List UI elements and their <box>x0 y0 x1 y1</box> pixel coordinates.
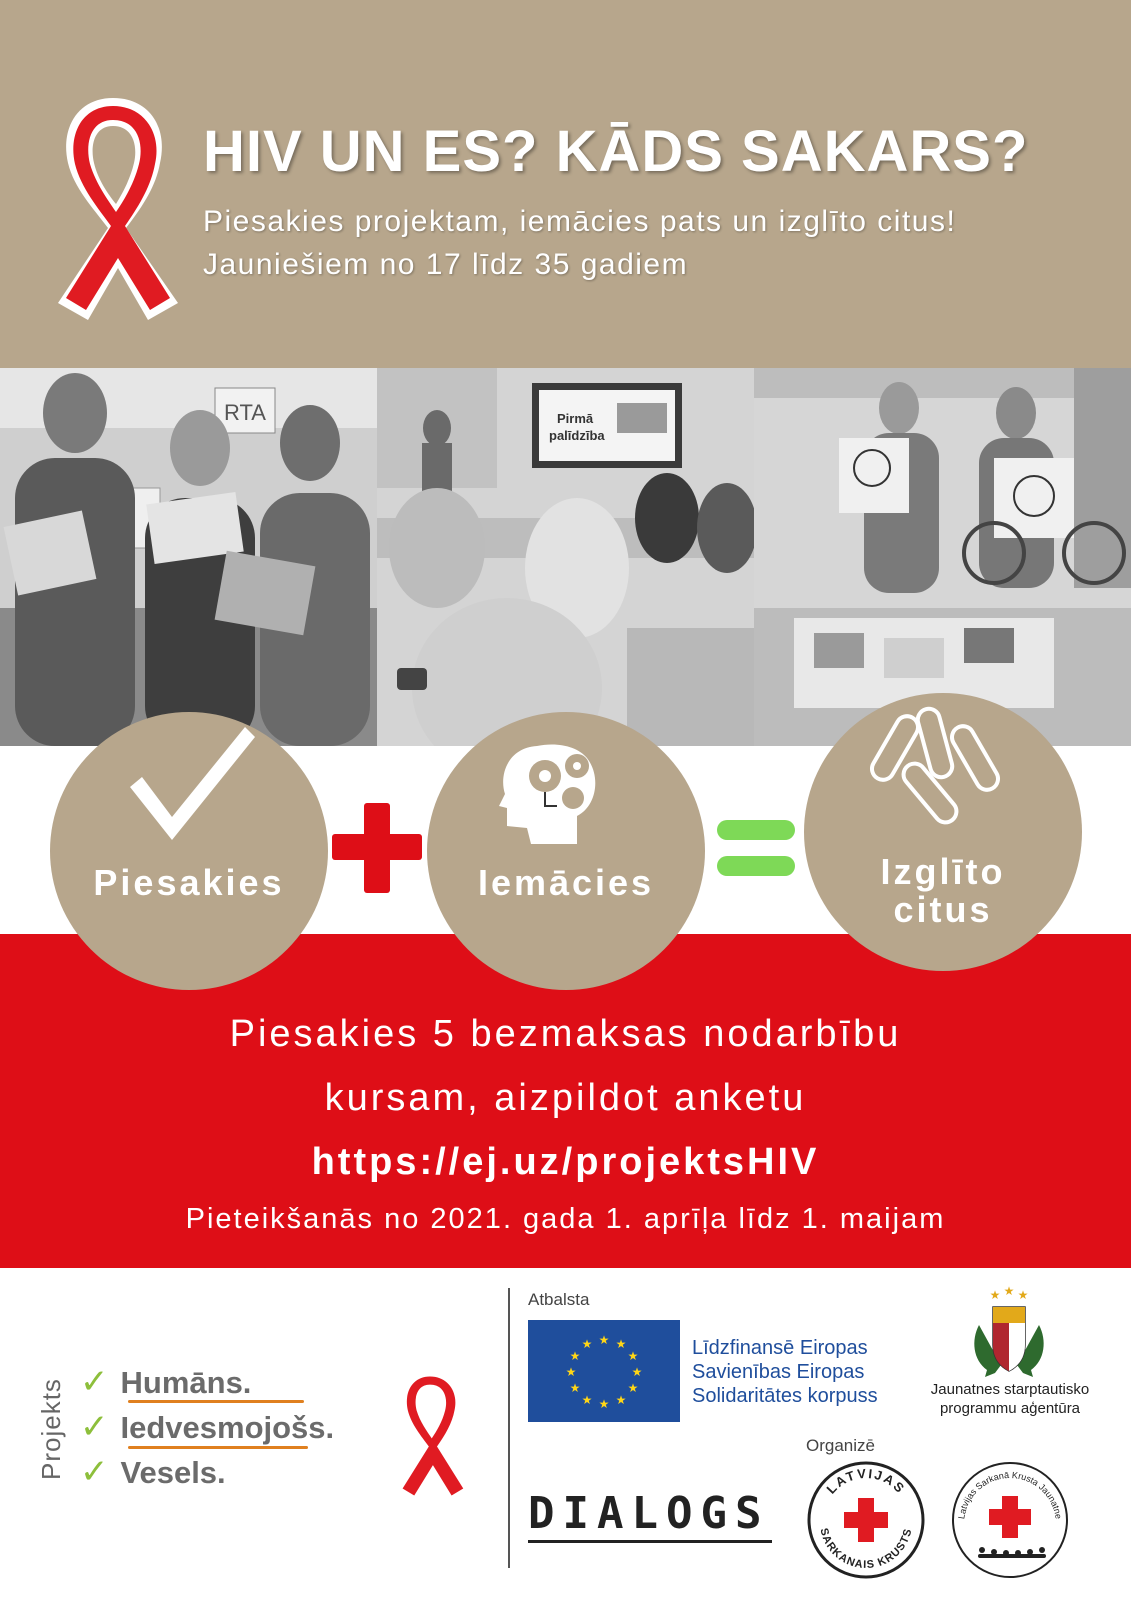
footer-divider <box>508 1288 510 1568</box>
latvian-red-cross-logo <box>806 1460 926 1580</box>
eu-text-line-3: Solidaritātes korpuss <box>692 1385 878 1407</box>
registration-link[interactable]: https://ej.uz/projektsHIV <box>311 1141 820 1183</box>
red-ribbon-icon <box>38 88 188 328</box>
photo-sign-text: RTA <box>224 400 266 425</box>
step-label-learn: Iemācies <box>477 862 655 903</box>
motto-item <box>80 1407 334 1447</box>
cta-line-2: kursam, aizpildot anketu <box>324 1077 807 1119</box>
agency-text-line-1: Jaunatnes starptautisko <box>930 1381 1090 1398</box>
agency-text-line-2: programmu aģentūra <box>939 1400 1081 1417</box>
motto-item <box>80 1452 226 1492</box>
svg-text:★: ★ <box>569 1381 581 1395</box>
step-label-educate <box>804 853 1082 929</box>
svg-text:★: ★ <box>1017 1288 1029 1302</box>
checkmark-icon <box>120 722 260 842</box>
step-circle-educate <box>804 693 1082 971</box>
cta-line-1: Piesakies 5 bezmaksas nodarbību <box>229 1013 902 1055</box>
red-ribbon-small-icon <box>385 1366 475 1506</box>
svg-text:★: ★ <box>1003 1285 1015 1298</box>
projekts-label: Projekts <box>36 1378 66 1480</box>
green-check-icon: ✓ <box>80 1363 109 1401</box>
motto-item <box>80 1362 251 1402</box>
step-circle-apply <box>50 712 328 990</box>
svg-text:★: ★ <box>569 1349 581 1363</box>
paperclips-icon <box>864 703 1024 833</box>
head-gears-icon <box>497 736 627 846</box>
organizers-label: Organizē <box>806 1436 875 1455</box>
svg-text:★: ★ <box>581 1393 593 1407</box>
photo-volunteers-with-bags <box>754 368 1131 746</box>
slide-text-line-1: Pirmā <box>557 411 594 426</box>
eu-text-line-1: Līdzfinansē Eiropas <box>692 1337 868 1359</box>
motto-underline <box>128 1446 308 1449</box>
step-label-apply: Piesakies <box>93 862 285 903</box>
registration-dates: Pieteikšanās no 2021. gada 1. aprīļa līdz 1. maijam <box>185 1203 946 1235</box>
green-check-icon: ✓ <box>80 1408 109 1446</box>
subtitle-line-2: Jauniešiem no 17 līdz 35 gadiem <box>203 248 689 281</box>
motto-text: Vesels. <box>120 1455 226 1490</box>
svg-text:★: ★ <box>598 1397 610 1411</box>
svg-text:★: ★ <box>581 1337 593 1351</box>
photo-classroom-first-aid <box>377 368 754 746</box>
green-check-icon: ✓ <box>80 1453 109 1491</box>
step-circle-learn <box>427 712 705 990</box>
plus-icon-bar <box>332 834 422 860</box>
page-title: HIV UN ES? KĀDS SAKARS? <box>203 119 1029 184</box>
slide-text-line-2: palīdzība <box>549 428 605 443</box>
eu-flag-icon <box>528 1320 680 1422</box>
motto-text: Humāns. <box>120 1365 252 1400</box>
svg-text:★: ★ <box>615 1393 627 1407</box>
svg-text:★: ★ <box>598 1333 610 1347</box>
dialogs-logo: DIALOGS <box>528 1488 770 1539</box>
step-label-educate-line-1: Izglīto <box>880 851 1006 892</box>
motto-text: Iedvesmojošs. <box>120 1410 335 1445</box>
dialogs-logo-underline <box>528 1540 772 1543</box>
latvia-coat-of-arms-icon <box>965 1285 1053 1380</box>
equals-icon <box>717 820 795 840</box>
lsk-logo-top-text: LATVIJAS <box>823 1465 909 1497</box>
support-label: Atbalsta <box>528 1290 590 1309</box>
svg-text:★: ★ <box>627 1381 639 1395</box>
svg-text:★: ★ <box>615 1337 627 1351</box>
lsk-logo-bottom-text: SARKANAIS KRUSTS <box>817 1526 915 1572</box>
step-label-educate-line-2: citus <box>893 889 993 930</box>
svg-text:★: ★ <box>631 1365 643 1379</box>
motto-underline <box>128 1400 304 1403</box>
eu-text-line-2: Savienības Eiropas <box>692 1361 865 1383</box>
lskj-logo-text: Latvijas Sarkanā Krusta Jaunatne <box>956 1469 1064 1520</box>
equals-icon-bar <box>717 856 795 876</box>
svg-text:★: ★ <box>627 1349 639 1363</box>
svg-text:★: ★ <box>565 1365 577 1379</box>
photo-strip <box>0 368 1131 746</box>
photo-volunteers-with-leaflets <box>0 368 377 746</box>
red-cross-youth-logo <box>950 1460 1070 1580</box>
subtitle-line-1: Piesakies projektam, iemācies pats un izglīto citus! <box>203 205 957 238</box>
svg-text:★: ★ <box>989 1288 1001 1302</box>
